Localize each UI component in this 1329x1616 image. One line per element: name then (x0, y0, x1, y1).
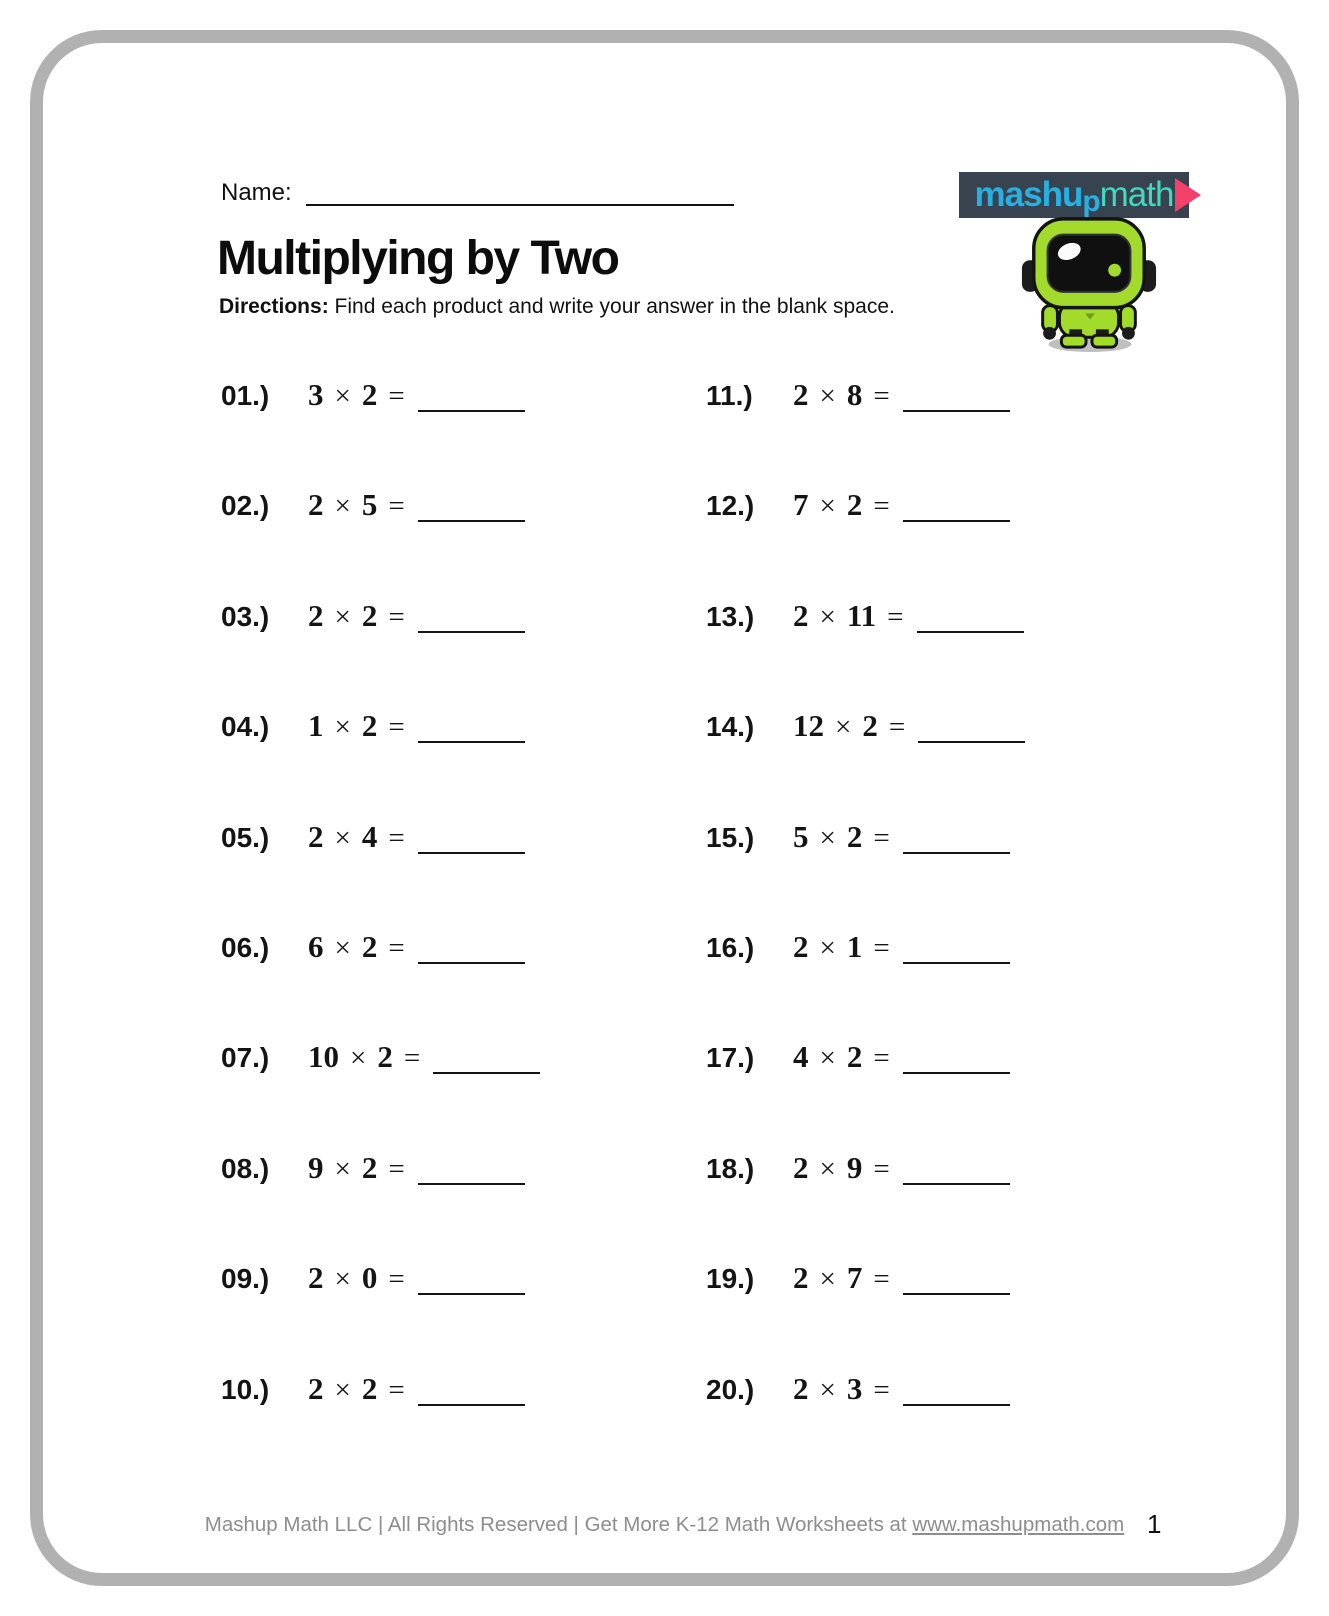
problem-row (221, 487, 540, 597)
factor-a: 1 (308, 708, 324, 744)
equals-sign: = (873, 821, 890, 854)
multiply-sign: × (334, 711, 351, 744)
footer (43, 1513, 1286, 1537)
problem-number: 11.) (706, 380, 753, 411)
factor-b: 1 (846, 928, 863, 964)
multiply-sign: × (334, 821, 351, 854)
problem-expression (793, 487, 1010, 523)
multiply-sign: × (819, 1042, 836, 1075)
answer-blank[interactable] (418, 958, 525, 964)
equals-sign: = (388, 931, 405, 964)
factor-b: 2 (846, 1039, 863, 1075)
problem-expression (308, 1371, 525, 1407)
answer-blank[interactable] (418, 516, 525, 522)
name-input-line[interactable] (306, 180, 734, 206)
factor-a: 12 (793, 708, 824, 744)
multiply-sign: × (835, 711, 852, 744)
problem-expression (793, 819, 1010, 855)
problem-expression (308, 929, 525, 965)
factor-b: 5 (361, 487, 378, 523)
equals-sign: = (873, 1152, 890, 1185)
problem-row (221, 1371, 540, 1481)
problem-number: 01.) (221, 380, 270, 411)
multiply-sign: × (819, 931, 836, 964)
multiply-sign: × (334, 380, 351, 412)
equals-sign: = (388, 380, 405, 412)
factor-b: 2 (361, 377, 378, 412)
equals-sign: = (388, 1373, 405, 1406)
multiply-sign: × (334, 1373, 351, 1406)
factor-b: 9 (846, 1149, 863, 1185)
multiply-sign: × (334, 931, 351, 964)
problem-row (221, 377, 540, 487)
answer-blank[interactable] (418, 1400, 525, 1406)
footer-link[interactable]: www.mashupmath.com (912, 1513, 1125, 1536)
problem-expression (793, 377, 1010, 413)
equals-sign: = (873, 380, 890, 412)
factor-b: 2 (361, 597, 378, 633)
problem-row (706, 598, 1025, 708)
problem-number: 19.) (706, 1263, 755, 1295)
factor-a: 4 (793, 1039, 809, 1075)
answer-blank[interactable] (418, 1179, 525, 1185)
problem-row (221, 598, 540, 708)
problem-number: 20.) (706, 1373, 755, 1405)
problem-number: 18.) (706, 1152, 755, 1184)
problem-row (706, 1150, 1025, 1260)
answer-blank[interactable] (418, 627, 525, 633)
factor-b: 2 (377, 1039, 393, 1075)
factor-a: 2 (308, 597, 324, 633)
equals-sign: = (388, 1263, 405, 1296)
equals-sign: = (888, 711, 906, 744)
problem-number: 04.) (221, 711, 270, 743)
equals-sign: = (388, 821, 405, 854)
problem-row (221, 1260, 540, 1370)
factor-a: 6 (308, 928, 324, 964)
factor-b: 2 (846, 487, 863, 523)
factor-b: 3 (846, 1370, 863, 1406)
answer-blank[interactable] (903, 1068, 1010, 1074)
answer-blank[interactable] (418, 1289, 525, 1295)
problem-row (706, 487, 1025, 597)
multiply-sign: × (819, 600, 836, 633)
directions (219, 295, 895, 319)
problem-number: 09.) (221, 1263, 270, 1295)
factor-b: 2 (862, 708, 878, 744)
problem-expression (793, 1150, 1010, 1186)
problem-expression (793, 929, 1010, 965)
problem-number: 15.) (706, 821, 755, 853)
problem-number: 02.) (221, 490, 270, 522)
factor-a: 2 (793, 597, 809, 633)
answer-blank[interactable] (418, 848, 525, 854)
logo-text-p: p (1082, 185, 1100, 218)
logo-text-math: math (1099, 175, 1174, 214)
answer-blank[interactable] (917, 627, 1024, 633)
problem-row (706, 377, 1025, 487)
factor-b: 8 (846, 377, 863, 412)
factor-a: 2 (793, 1260, 809, 1296)
factor-a: 3 (308, 377, 324, 412)
answer-blank[interactable] (903, 1179, 1010, 1185)
equals-sign: = (403, 1042, 421, 1075)
answer-blank[interactable] (418, 406, 525, 412)
factor-b: 7 (846, 1260, 863, 1296)
problem-row (706, 1371, 1025, 1481)
factor-a: 5 (793, 818, 809, 854)
multiply-sign: × (819, 1373, 836, 1406)
factor-a: 2 (308, 1370, 324, 1406)
multiply-sign: × (334, 490, 351, 523)
problem-expression (308, 1039, 540, 1075)
problem-row (221, 1150, 540, 1260)
answer-blank[interactable] (903, 1400, 1010, 1406)
problem-number: 14.) (706, 711, 755, 743)
problem-number: 05.) (221, 821, 270, 853)
equals-sign: = (388, 490, 405, 523)
problem-expression (308, 819, 525, 855)
answer-blank[interactable] (903, 406, 1010, 412)
problem-row (221, 708, 540, 818)
problem-expression (308, 708, 525, 744)
problem-expression (793, 1260, 1010, 1296)
multiply-sign: × (819, 380, 836, 412)
equals-sign: = (873, 1373, 890, 1406)
factor-b: 11 (846, 597, 877, 633)
factor-a: 7 (793, 487, 809, 523)
factor-b: 0 (361, 1260, 378, 1296)
multiply-sign: × (819, 1263, 836, 1296)
page-title: Multiplying by Two (217, 232, 619, 285)
footer-text: Mashup Math LLC | All Rights Reserved | Get More K-12 Math Worksheets at (204, 1513, 913, 1536)
factor-a: 2 (308, 1260, 324, 1296)
problems-column-right (706, 377, 1025, 1481)
answer-blank[interactable] (903, 958, 1010, 964)
problem-expression (793, 708, 1025, 744)
worksheet-page-frame (30, 30, 1299, 1586)
problem-number: 13.) (706, 600, 755, 632)
problem-number: 10.) (221, 1373, 270, 1405)
factor-a: 2 (793, 1370, 809, 1406)
answer-blank[interactable] (433, 1068, 540, 1074)
equals-sign: = (388, 711, 405, 744)
directions-text: Find each product and write your answer in the blank space. (334, 295, 895, 318)
multiply-sign: × (334, 1263, 351, 1296)
problem-row (706, 1260, 1025, 1370)
problem-number: 17.) (706, 1042, 755, 1074)
name-label: Name: (221, 179, 292, 206)
problem-expression (308, 1260, 525, 1296)
problem-expression (793, 1039, 1010, 1075)
problem-expression (793, 598, 1024, 634)
problem-row (706, 929, 1025, 1039)
factor-b: 2 (361, 708, 378, 744)
problem-expression (308, 487, 525, 523)
factor-b: 2 (361, 928, 378, 964)
multiply-sign: × (334, 600, 351, 633)
multiply-sign: × (819, 490, 836, 523)
answer-blank[interactable] (418, 737, 525, 743)
problem-expression (793, 1371, 1010, 1407)
equals-sign: = (873, 490, 890, 523)
problem-number: 16.) (706, 931, 755, 963)
equals-sign: = (887, 600, 904, 633)
factor-a: 2 (308, 818, 324, 854)
factor-a: 2 (308, 487, 324, 523)
problem-number: 12.) (706, 490, 755, 522)
factor-a: 2 (793, 1149, 809, 1185)
factor-b: 2 (361, 1370, 378, 1406)
robot-mascot-icon (1015, 211, 1163, 353)
problem-expression (308, 377, 525, 413)
multiply-sign: × (819, 1152, 836, 1185)
multiply-sign: × (334, 1152, 351, 1185)
equals-sign: = (388, 1152, 405, 1185)
factor-a: 2 (793, 928, 809, 964)
equals-sign: = (388, 600, 405, 633)
problem-row (221, 1039, 540, 1149)
answer-blank[interactable] (903, 848, 1010, 854)
multiply-sign: × (350, 1042, 367, 1075)
problem-number: 08.) (221, 1152, 270, 1184)
equals-sign: = (873, 1263, 890, 1296)
factor-a: 2 (793, 377, 809, 412)
problem-number: 06.) (221, 931, 270, 963)
problem-number: 03.) (221, 600, 270, 632)
problem-row (706, 819, 1025, 929)
problem-expression (308, 1150, 525, 1186)
logo-text-mashu: mashu (974, 175, 1083, 214)
answer-blank[interactable] (903, 1289, 1010, 1295)
directions-label: Directions: (219, 295, 329, 318)
answer-blank[interactable] (903, 516, 1010, 522)
factor-a: 10 (308, 1039, 339, 1075)
problem-number: 07.) (221, 1042, 270, 1074)
problem-row (706, 1039, 1025, 1149)
page-number: 1 (1147, 1509, 1162, 1539)
factor-b: 2 (361, 1149, 378, 1185)
play-triangle-icon (1175, 178, 1201, 212)
equals-sign: = (873, 931, 890, 964)
problem-row (221, 929, 540, 1039)
factor-a: 9 (308, 1149, 324, 1185)
problem-row (706, 708, 1025, 818)
equals-sign: = (873, 1042, 890, 1075)
multiply-sign: × (819, 821, 836, 854)
name-row (221, 179, 734, 207)
factor-b: 2 (846, 818, 863, 854)
factor-b: 4 (361, 818, 378, 854)
problem-row (221, 819, 540, 929)
answer-blank[interactable] (918, 737, 1025, 743)
problem-expression (308, 598, 525, 634)
problems-column-left (221, 377, 540, 1481)
